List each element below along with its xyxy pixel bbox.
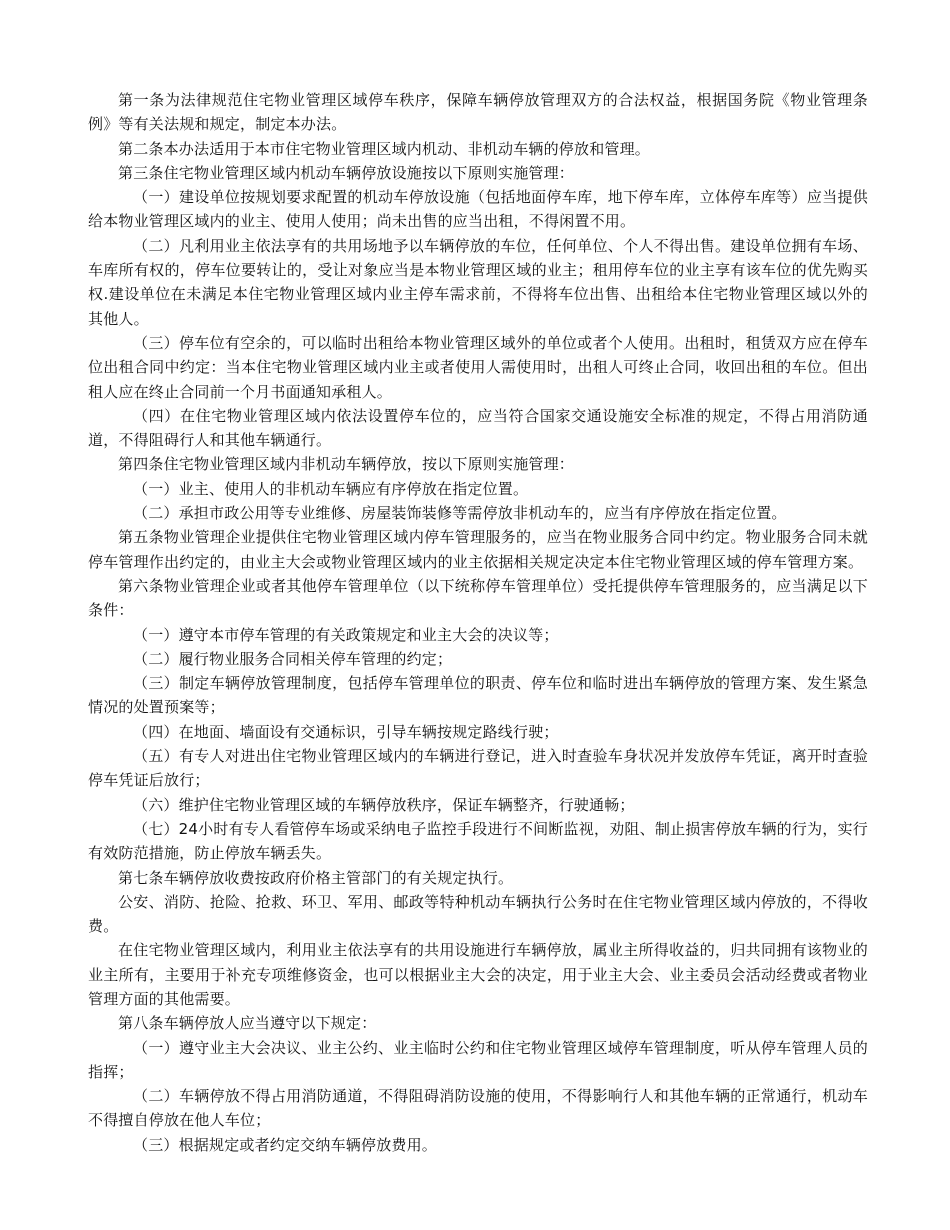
paragraph-article-6-item-6: （六）维护住宅物业管理区域的车辆停放秩序，保证车辆整齐，行驶通畅；: [133, 795, 635, 814]
paragraph-article-7: 第七条车辆停放收费按政府价格主管部门的有关规定执行。: [118, 868, 514, 887]
paragraph-article-6-item-5: （五）有专人对进出住宅物业管理区域内的车辆进行登记，进入时查验车身状况并发放停车凭证，离开时查验停车凭证后放行；: [88, 747, 868, 790]
paragraph-article-6-item-1: （一）遵守本市停车管理的有关政策规定和业主大会的决议等；: [133, 625, 559, 644]
paragraph-article-3-item-2: （二）凡利用业主依法享有的共用场地予以车辆停放的车位，任何单位、个人不得出售。建设单位拥有车场、车库所有权的，停车位要转让的，受让对象应当是本物业管理区域的业主；租用停车位的业主享有该车位的优先购买权.建设单位在未满足本住宅物业管理区域内业主停车需求前，不得将车位出售、出租给本住宅物业管理区域以外的其他人。: [88, 236, 868, 328]
paragraph-article-8-item-1: （一）遵守业主大会决议、业主公约、业主临时公约和住宅物业管理区域停车管理制度，听从停车管理人员的指挥；: [88, 1038, 868, 1081]
paragraph-article-4-item-1: （一）业主、使用人的非机动车辆应有序停放在指定位置。: [133, 479, 529, 498]
paragraph-article-2: 第二条本办法适用于本市住宅物业管理区域内机动、非机动车辆的停放和管理。: [118, 139, 651, 158]
document-body: [88, 88, 868, 1157]
paragraph-article-6-item-4: （四）在地面、墙面设有交通标识，引导车辆按规定路线行驶；: [133, 722, 559, 741]
paragraph-article-3: 第三条住宅物业管理区域内机动车辆停放设施按以下原则实施管理：: [118, 163, 575, 182]
paragraph-article-6-item-3: （三）制定车辆停放管理制度，包括停车管理单位的职责、停车位和临时进出车辆停放的管理方案、发生紧急情况的处置预案等；: [88, 674, 868, 717]
paragraph-article-4-item-2: （二）承担市政公用等专业维修、房屋装饰装修等需停放非机动车的，应当有序停放在指定位置。: [133, 504, 787, 523]
paragraph-article-3-item-1: （一）建设单位按规划要求配置的机动车停放设施（包括地面停车库，地下停车库，立体停车库等）应当提供给本物业管理区域内的业主、使用人使用；尚未出售的应当出租，不得闲置不用。: [88, 188, 868, 231]
paragraph-article-8-item-2: （二）车辆停放不得占用消防通道，不得阻碍消防设施的使用，不得影响行人和其他车辆的正常通行，机动车不得擅自停放在他人车位；: [88, 1087, 868, 1130]
paragraph-article-7-clause-3: 在住宅物业管理区域内，利用业主依法享有的共用设施进行车辆停放，属业主所得收益的，归共同拥有该物业的业主所有，主要用于补充专项维修资金，也可以根据业主大会的决定，用于业主大会、业主委员会活动经费或者物业管理方面的其他需要。: [88, 941, 868, 1008]
paragraph-article-8-item-3: （三）根据规定或者约定交纳车辆停放费用。: [133, 1135, 438, 1154]
paragraph-article-5: 第五条物业管理企业提供住宅物业管理区域内停车管理服务的，应当在物业服务合同中约定。物业服务合同未就停车管理作出约定的，由业主大会或物业管理区域内的业主依据相关规定决定本住宅物业管理区域的停车管理方案。: [88, 528, 868, 571]
paragraph-article-8: 第八条车辆停放人应当遵守以下规定：: [118, 1014, 377, 1033]
paragraph-article-1: 第一条为法律规范住宅物业管理区域停车秩序，保障车辆停放管理双方的合法权益，根据国务院《物业管理条例》等有关法规和规定，制定本办法。: [88, 91, 868, 134]
paragraph-article-3-item-4: （四）在住宅物业管理区域内依法设置停车位的，应当符合国家交通设施安全标准的规定，不得占用消防通道，不得阻碍行人和其他车辆通行。: [88, 406, 868, 450]
paragraph-article-6: 第六条物业管理企业或者其他停车管理单位（以下统称停车管理单位）受托提供停车管理服务的，应当满足以下条件：: [88, 576, 868, 620]
paragraph-article-6-item-2: （二）履行物业服务合同相关停车管理的约定；: [133, 649, 453, 668]
paragraph-article-4: 第四条住宅物业管理区域内非机动车辆停放，按以下原则实施管理：: [118, 455, 575, 474]
paragraph-article-7-clause-2: 公安、消防、抢险、抢救、环卫、军用、邮政等特种机动车辆执行公务时在住宅物业管理区域内停放的，不得收费。: [88, 892, 868, 936]
paragraph-article-3-item-3: （三）停车位有空余的，可以临时出租给本物业管理区域外的单位或者个人使用。出租时，租赁双方应在停车位出租合同中约定：当本住宅物业管理区域内业主或者使用人需使用时，出租人可终止合同，收回出租的车位。但出租人应在终止合同前一个月书面通知承租人。: [88, 333, 868, 401]
paragraph-article-6-item-7: （七）24小时有专人看管停车场或采纳电子监控手段进行不间断监视，劝阻、制止损害停放车辆的行为，实行有效防范措施，防止停放车辆丢失。: [88, 819, 868, 863]
